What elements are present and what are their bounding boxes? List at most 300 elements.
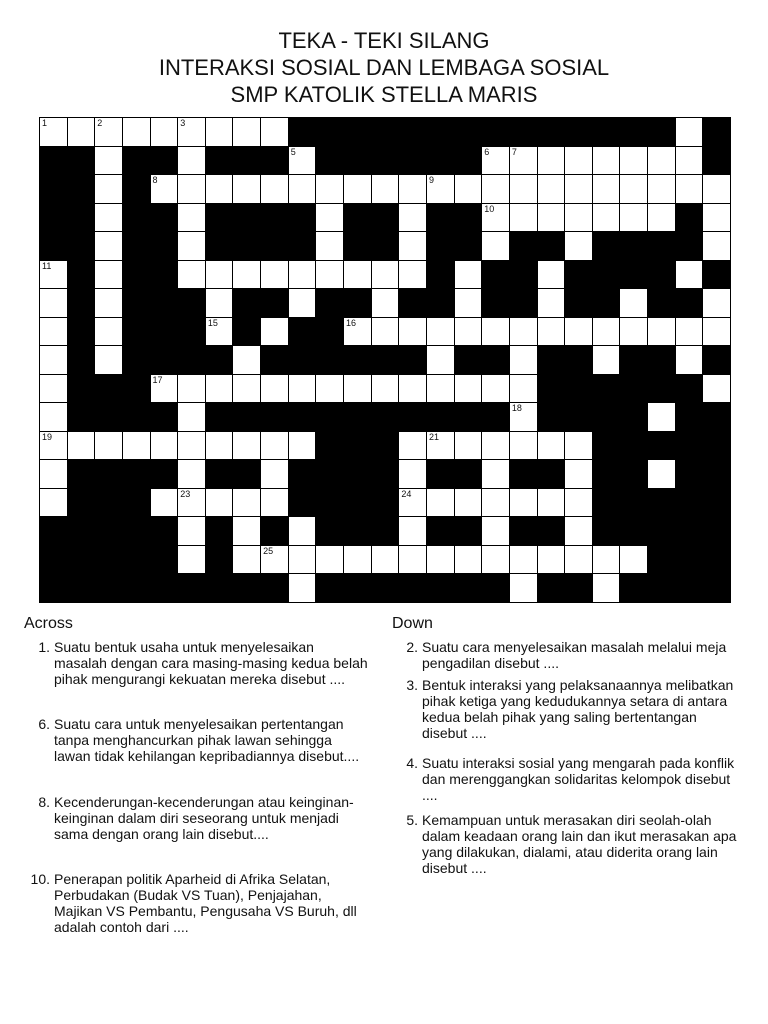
crossword-cell[interactable] [232,516,261,546]
crossword-cell[interactable] [592,203,621,233]
crossword-block [454,203,482,232]
crossword-block [592,431,620,460]
crossword-cell[interactable] [343,374,372,404]
page-title-line-1: TEKA - TEKI SILANG [278,28,490,53]
crossword-block [426,117,454,146]
crossword-cell[interactable] [592,317,621,347]
crossword-block [592,516,620,545]
crossword-block [122,545,150,574]
crossword-cell[interactable] [702,231,731,261]
crossword-block [315,488,343,517]
crossword-cell[interactable] [426,317,455,347]
crossword-cell[interactable] [481,203,510,233]
crossword-cell[interactable] [509,488,538,518]
crossword-block [150,345,178,374]
crossword-block [647,516,675,545]
crossword-block [94,488,122,517]
crossword-cell[interactable] [288,516,317,546]
crossword-cell[interactable] [481,516,510,546]
crossword-cell[interactable] [619,174,648,204]
crossword-cell[interactable] [537,431,566,461]
clue-text: Suatu interaksi sosial yang mengarah pada konflik dan merenggangkan solidaritas kelompok disebut .... [422,755,735,803]
crossword-block [454,573,482,602]
crossword-cell[interactable] [371,317,400,347]
crossword-cell[interactable] [619,545,648,575]
crossword-cell[interactable] [288,146,317,176]
crossword-cell[interactable] [150,488,179,518]
cell-number: 17 [152,374,163,385]
crossword-cell[interactable] [232,345,261,375]
crossword-cell[interactable] [260,317,289,347]
crossword-cell[interactable] [398,374,427,404]
crossword-block [647,117,675,146]
crossword-block [39,231,67,260]
crossword-cell[interactable] [39,288,68,318]
crossword-cell[interactable] [67,117,96,147]
crossword-cell[interactable] [232,431,261,461]
crossword-block [592,459,620,488]
crossword-cell[interactable] [39,431,68,461]
crossword-cell[interactable] [177,203,206,233]
crossword-cell[interactable] [177,117,206,147]
crossword-block [647,260,675,289]
crossword-cell[interactable] [647,203,676,233]
crossword-cell[interactable] [509,203,538,233]
crossword-cell[interactable] [94,146,123,176]
crossword-cell[interactable] [481,488,510,518]
crossword-cell[interactable] [232,545,261,575]
crossword-block [564,288,592,317]
crossword-cell[interactable] [94,345,123,375]
crossword-cell[interactable] [564,174,593,204]
crossword-cell[interactable] [260,545,289,575]
crossword-cell[interactable] [205,431,234,461]
crossword-cell[interactable] [315,231,344,261]
cell-number: 21 [428,431,439,442]
crossword-block [702,545,730,574]
crossword-cell[interactable] [177,459,206,489]
crossword-cell[interactable] [537,174,566,204]
crossword-cell[interactable] [426,545,455,575]
crossword-block [205,516,233,545]
crossword-cell[interactable] [232,260,261,290]
cell-number: 24 [401,488,412,499]
crossword-cell[interactable] [537,545,566,575]
crossword-block [481,260,509,289]
crossword-block [343,402,371,431]
crossword-block [426,573,454,602]
crossword-cell[interactable] [343,545,372,575]
crossword-cell[interactable] [509,345,538,375]
crossword-block [454,459,482,488]
down-clue-2 [392,639,737,673]
crossword-cell[interactable] [232,174,261,204]
crossword-cell[interactable] [343,174,372,204]
crossword-cell[interactable] [454,288,483,318]
crossword-block [592,488,620,517]
crossword-cell[interactable] [343,260,372,290]
crossword-cell[interactable] [177,516,206,546]
crossword-cell[interactable] [619,288,648,318]
crossword-block [150,317,178,346]
crossword-block [454,146,482,175]
crossword-cell[interactable] [537,488,566,518]
crossword-cell[interactable] [315,260,344,290]
crossword-block [426,516,454,545]
crossword-block [205,573,233,602]
crossword-cell[interactable] [39,317,68,347]
crossword-cell[interactable] [315,545,344,575]
crossword-cell[interactable] [94,203,123,233]
crossword-cell[interactable] [177,488,206,518]
crossword-cell[interactable] [150,431,179,461]
crossword-cell[interactable] [177,231,206,261]
crossword-cell[interactable] [398,488,427,518]
crossword-cell[interactable] [205,288,234,318]
crossword-cell[interactable] [509,317,538,347]
crossword-cell[interactable] [94,260,123,290]
crossword-cell[interactable] [702,374,731,404]
crossword-cell[interactable] [564,431,593,461]
crossword-cell[interactable] [150,374,179,404]
crossword-block [232,288,260,317]
crossword-cell[interactable] [122,117,151,147]
crossword-block [371,516,399,545]
crossword-block [205,231,233,260]
crossword-cell[interactable] [426,374,455,404]
crossword-block [343,573,371,602]
crossword-block [702,260,730,289]
crossword-block [315,459,343,488]
crossword-cell[interactable] [94,117,123,147]
crossword-block [260,146,288,175]
crossword-cell[interactable] [205,488,234,518]
clue-text: Bentuk interaksi yang pelaksanaannya melibatkan pihak ketiga yang kedudukannya setara di antara kedua belah pihak yang saling bertentangan disebut .... [422,677,734,741]
crossword-cell[interactable] [288,260,317,290]
down-clue-5 [392,812,737,878]
crossword-cell[interactable] [426,345,455,375]
crossword-cell[interactable] [398,459,427,489]
crossword-cell[interactable] [564,545,593,575]
crossword-block [122,345,150,374]
crossword-cell[interactable] [260,431,289,461]
crossword-cell[interactable] [398,516,427,546]
crossword-block [122,317,150,346]
crossword-cell[interactable] [260,174,289,204]
crossword-cell[interactable] [177,174,206,204]
crossword-cell[interactable] [702,203,731,233]
crossword-cell[interactable] [675,345,704,375]
crossword-block [205,545,233,574]
crossword-cell[interactable] [592,174,621,204]
crossword-block [232,459,260,488]
crossword-cell[interactable] [177,402,206,432]
crossword-cell[interactable] [509,573,538,603]
crossword-block [122,573,150,602]
crossword-cell[interactable] [509,146,538,176]
crossword-cell[interactable] [509,174,538,204]
crossword-cell[interactable] [481,374,510,404]
crossword-cell[interactable] [454,431,483,461]
crossword-cell[interactable] [426,431,455,461]
cell-number: 3 [180,118,186,128]
crossword-block [343,146,371,175]
crossword-block [315,345,343,374]
crossword-block [702,488,730,517]
crossword-block [702,146,730,175]
crossword-cell[interactable] [647,459,676,489]
crossword-cell[interactable] [260,374,289,404]
crossword-cell[interactable] [481,146,510,176]
crossword-block [592,231,620,260]
crossword-cell[interactable] [398,317,427,347]
crossword-cell[interactable] [232,488,261,518]
crossword-block [343,203,371,232]
cell-number: 6 [484,146,490,157]
crossword-cell[interactable] [426,174,455,204]
crossword-cell[interactable] [232,374,261,404]
across-clue-6 [24,716,369,782]
crossword-cell[interactable] [371,545,400,575]
crossword-cell[interactable] [647,174,676,204]
crossword-cell[interactable] [177,431,206,461]
crossword-cell[interactable] [564,231,593,261]
crossword-cell[interactable] [537,317,566,347]
crossword-cell[interactable] [537,288,566,318]
crossword-cell[interactable] [371,174,400,204]
cell-number: 11 [42,260,52,271]
crossword-cell[interactable] [398,174,427,204]
crossword-cell[interactable] [288,573,317,603]
crossword-cell[interactable] [205,260,234,290]
crossword-cell[interactable] [398,545,427,575]
clue-number: 10. [30,871,50,887]
crossword-cell[interactable] [675,260,704,290]
crossword-cell[interactable] [675,146,704,176]
crossword-cell[interactable] [94,174,123,204]
crossword-cell[interactable] [315,374,344,404]
crossword-block [205,459,233,488]
crossword-cell[interactable] [509,545,538,575]
crossword-cell[interactable] [371,374,400,404]
crossword-cell[interactable] [454,174,483,204]
crossword-block [315,288,343,317]
crossword-cell[interactable] [177,260,206,290]
crossword-cell[interactable] [177,545,206,575]
crossword-cell[interactable] [205,174,234,204]
crossword-cell[interactable] [481,231,510,261]
crossword-cell[interactable] [592,545,621,575]
crossword-cell[interactable] [454,374,483,404]
crossword-cell[interactable] [564,203,593,233]
crossword-cell[interactable] [288,288,317,318]
crossword-block [150,288,178,317]
crossword-block [67,459,95,488]
crossword-cell[interactable] [702,288,731,318]
crossword-cell[interactable] [260,117,289,147]
down-clue-4 [392,755,737,805]
crossword-block [343,288,371,317]
crossword-block [619,431,647,460]
crossword-block [232,573,260,602]
crossword-block [564,374,592,403]
cell-number: 8 [152,175,158,186]
crossword-block [67,260,95,289]
crossword-cell[interactable] [371,260,400,290]
crossword-cell[interactable] [537,260,566,290]
crossword-cell[interactable] [67,431,96,461]
crossword-cell[interactable] [177,146,206,176]
crossword-cell[interactable] [619,203,648,233]
crossword-cell[interactable] [481,317,510,347]
crossword-block [150,203,178,232]
crossword-cell[interactable] [592,146,621,176]
crossword-cell[interactable] [39,345,68,375]
crossword-block [537,516,565,545]
clue-number: 1. [38,639,50,655]
clue-text: Suatu cara untuk menyelesaikan pertentangan tanpa menghancurkan pihak lawan sehingga lawan tidak kehilangan kepribadiannya disebut.... [54,716,360,764]
crossword-block [205,402,233,431]
crossword-cell[interactable] [94,431,123,461]
clue-number: 3. [406,677,418,693]
crossword-cell[interactable] [647,317,676,347]
crossword-cell[interactable] [509,374,538,404]
crossword-block [426,288,454,317]
crossword-cell[interactable] [481,431,510,461]
crossword-block [122,459,150,488]
clue-number: 8. [38,794,50,810]
clue-text: Kemampuan untuk merasakan diri seolah-olah dalam keadaan orang lain dan ikut merasakan apa yang dilakukan, dialami, atau diderita orang lain disebut .... [422,812,737,876]
cell-number: 15 [207,317,218,328]
crossword-cell[interactable] [39,374,68,404]
crossword-block [537,402,565,431]
crossword-block [371,459,399,488]
crossword-cell[interactable] [398,203,427,233]
crossword-cell[interactable] [592,345,621,375]
crossword-cell[interactable] [260,488,289,518]
crossword-cell[interactable] [564,317,593,347]
crossword-cell[interactable] [619,146,648,176]
crossword-block [122,231,150,260]
cell-number: 1 [42,118,48,128]
crossword-cell[interactable] [564,488,593,518]
crossword-cell[interactable] [592,573,621,603]
crossword-block [702,573,730,602]
crossword-block [509,288,537,317]
crossword-cell[interactable] [509,402,538,432]
crossword-cell[interactable] [564,516,593,546]
crossword-cell[interactable] [94,231,123,261]
crossword-cell[interactable] [647,146,676,176]
crossword-block [371,203,399,232]
crossword-cell[interactable] [94,317,123,347]
crossword-block [702,516,730,545]
crossword-cell[interactable] [39,117,68,147]
cell-number: 10 [484,203,495,214]
crossword-cell[interactable] [315,174,344,204]
crossword-cell[interactable] [509,431,538,461]
crossword-block [398,146,426,175]
crossword-block [619,573,647,602]
crossword-cell[interactable] [205,317,234,347]
cell-number: 9 [428,175,434,186]
crossword-cell[interactable] [564,146,593,176]
crossword-cell[interactable] [232,117,261,147]
crossword-cell[interactable] [564,459,593,489]
crossword-cell[interactable] [260,459,289,489]
crossword-cell[interactable] [343,317,372,347]
crossword-cell[interactable] [150,174,179,204]
crossword-block [67,288,95,317]
crossword-cell[interactable] [454,488,483,518]
crossword-cell[interactable] [39,260,68,290]
crossword-cell[interactable] [537,146,566,176]
crossword-cell[interactable] [205,374,234,404]
crossword-cell[interactable] [288,374,317,404]
crossword-cell[interactable] [39,402,68,432]
crossword-cell[interactable] [675,117,704,147]
crossword-block [288,203,316,232]
crossword-cell[interactable] [150,117,179,147]
crossword-cell[interactable] [398,260,427,290]
crossword-cell[interactable] [537,203,566,233]
crossword-cell[interactable] [619,317,648,347]
crossword-cell[interactable] [675,174,704,204]
crossword-cell[interactable] [205,117,234,147]
crossword-block [150,573,178,602]
crossword-cell[interactable] [260,260,289,290]
crossword-cell[interactable] [426,488,455,518]
crossword-cell[interactable] [454,545,483,575]
crossword-block [260,573,288,602]
crossword-block [39,174,67,203]
crossword-cell[interactable] [94,288,123,318]
crossword-block [647,345,675,374]
crossword-cell[interactable] [702,317,731,347]
crossword-cell[interactable] [647,402,676,432]
cell-number: 7 [511,146,517,157]
crossword-block [315,516,343,545]
crossword-cell[interactable] [454,317,483,347]
crossword-cell[interactable] [39,488,68,518]
crossword-block [288,402,316,431]
crossword-cell[interactable] [315,203,344,233]
crossword-cell[interactable] [288,545,317,575]
crossword-block [398,402,426,431]
crossword-block [67,516,95,545]
crossword-cell[interactable] [122,431,151,461]
crossword-cell[interactable] [481,174,510,204]
crossword-cell[interactable] [39,459,68,489]
crossword-block [675,288,703,317]
crossword-block [177,288,205,317]
crossword-block [343,117,371,146]
crossword-block [150,146,178,175]
crossword-block [288,317,316,346]
crossword-cell[interactable] [481,545,510,575]
clue-number: 4. [406,755,418,771]
crossword-cell[interactable] [398,431,427,461]
crossword-cell[interactable] [454,260,483,290]
crossword-cell[interactable] [398,231,427,261]
crossword-cell[interactable] [288,174,317,204]
crossword-cell[interactable] [177,374,206,404]
crossword-cell[interactable] [675,317,704,347]
crossword-cell[interactable] [702,174,731,204]
crossword-cell[interactable] [481,459,510,489]
crossword-cell[interactable] [288,431,317,461]
crossword-cell[interactable] [371,288,400,318]
